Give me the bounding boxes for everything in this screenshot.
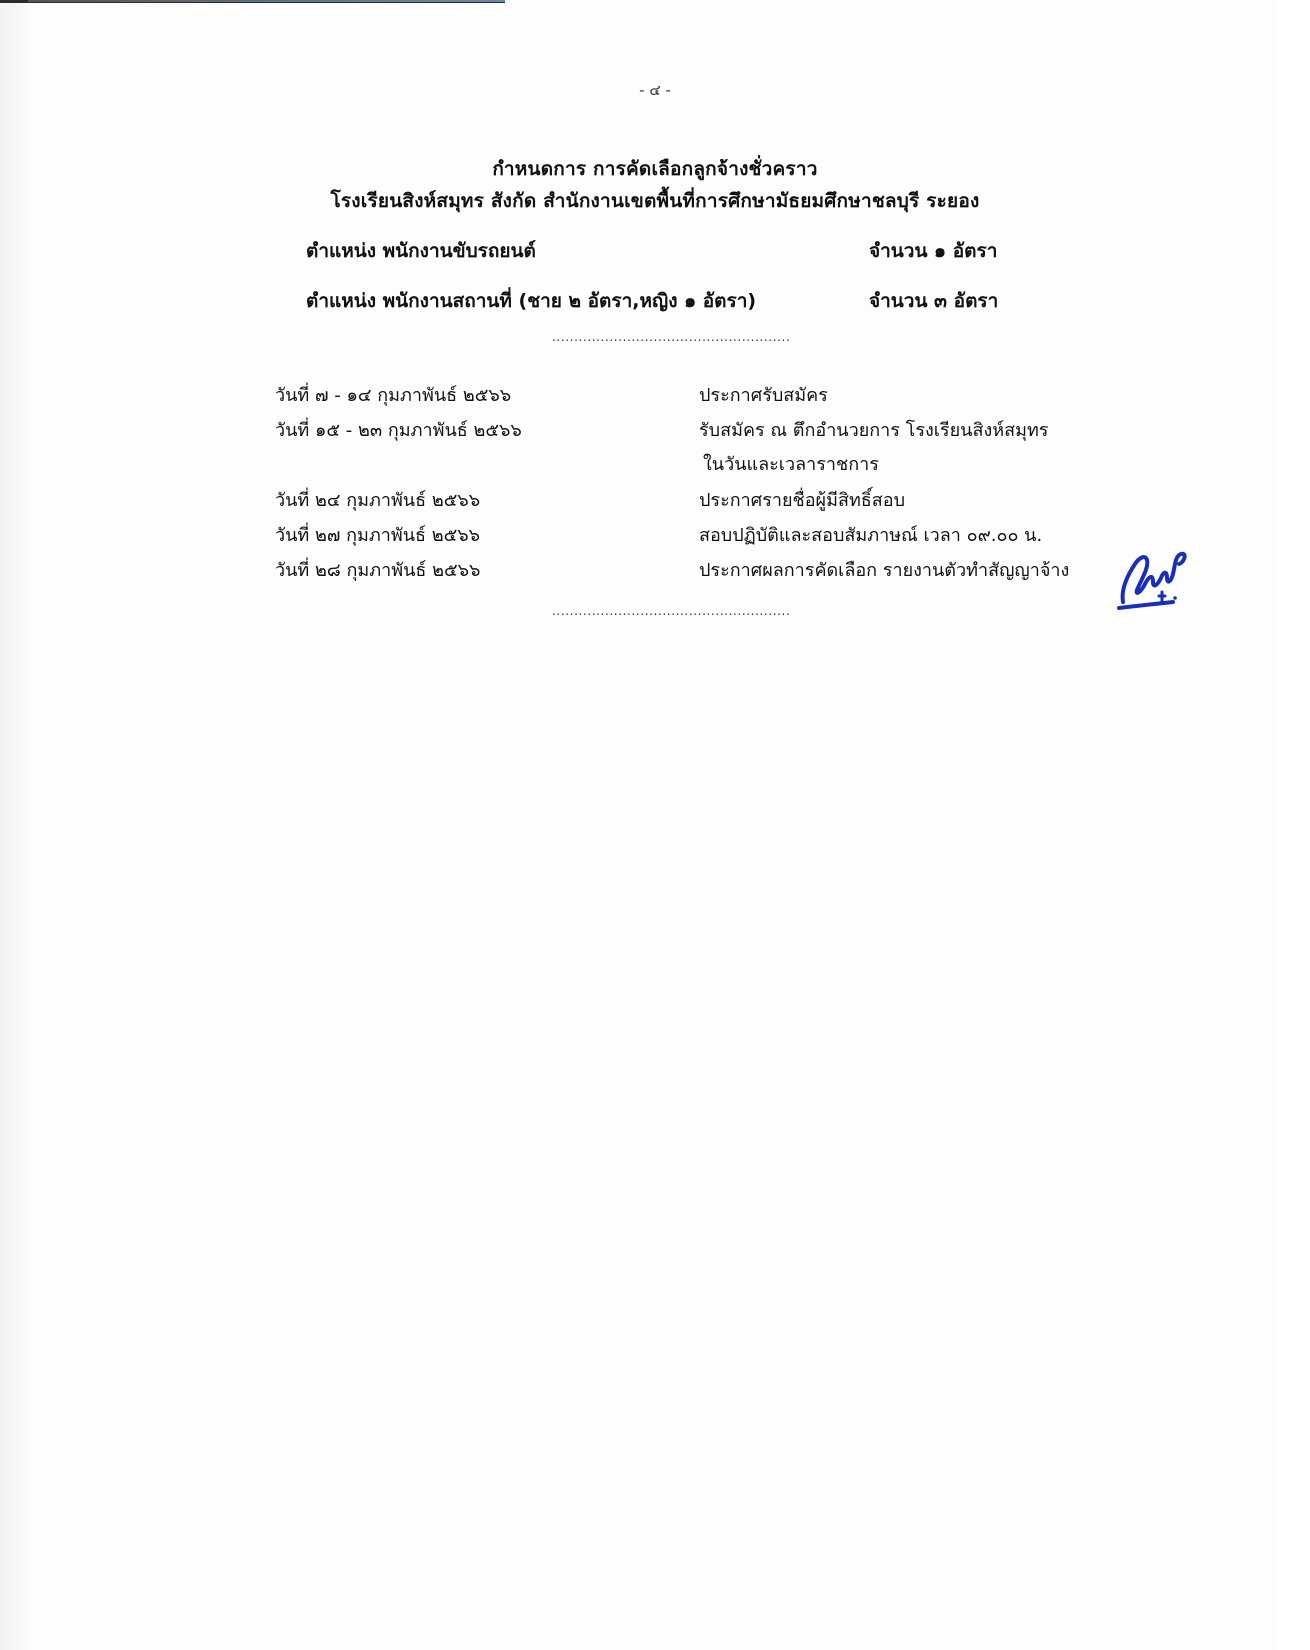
scan-shadow-left [0,0,28,1650]
position-title: ตำแหน่ง พนักงานสถานที่ (ชาย ๒ อัตรา,หญิง ๑ อัตรา) [306,290,757,312]
page-number: - ๔ - [639,81,671,99]
dotted-divider: ...................................................... [552,604,791,618]
schedule-description: รับสมัคร ณ ตึกอำนวยการ โรงเรียนสิงห์สมุทร [699,420,1049,441]
schedule-item [275,485,1095,515]
dotted-divider: ...................................................... [552,330,791,344]
schedule-item [275,380,1095,410]
schedule-description-continued: ในวันและเวลาราชการ [703,454,879,475]
schedule-item [275,555,1095,585]
schedule-date: วันที่ ๗ - ๑๔ กุมภาพันธ์ ๒๕๖๖ [275,385,512,406]
position-title: ตำแหน่ง พนักงานขับรถยนต์ [306,240,536,262]
schedule-description: สอบปฏิบัติและสอบสัมภาษณ์ เวลา ๐๙.๐๐ น. [699,525,1043,546]
schedule-date: วันที่ ๒๔ กุมภาพันธ์ ๒๕๖๖ [275,490,481,511]
schedule-date: วันที่ ๒๘ กุมภาพันธ์ ๒๕๖๖ [275,560,481,581]
handwritten-signature [1115,540,1195,620]
school-affiliation: โรงเรียนสิงห์สมุทร สังกัด สำนักงานเขตพื้นที่การศึกษามัธยมศึกษาชลบุรี ระยอง [330,190,980,212]
document-title: กำหนดการ การคัดเลือกลูกจ้างชั่วคราว [492,158,818,180]
schedule-date: วันที่ ๑๕ - ๒๓ กุมภาพันธ์ ๒๕๖๖ [275,420,522,441]
schedule-description: ประกาศรายชื่อผู้มีสิทธิ์สอบ [699,490,906,511]
scan-edge-top-tint [28,0,505,2]
schedule-date: วันที่ ๒๗ กุมภาพันธ์ ๒๕๖๖ [275,525,481,546]
schedule-item [275,520,1095,550]
schedule-item [275,415,1095,475]
schedule-description: ประกาศผลการคัดเลือก รายงานตัวทำสัญญาจ้าง [699,560,1070,581]
position-count: จำนวน ๑ อัตรา [869,240,998,262]
position-count: จำนวน ๓ อัตรา [869,290,999,312]
schedule-description: ประกาศรับสมัคร [699,385,828,406]
